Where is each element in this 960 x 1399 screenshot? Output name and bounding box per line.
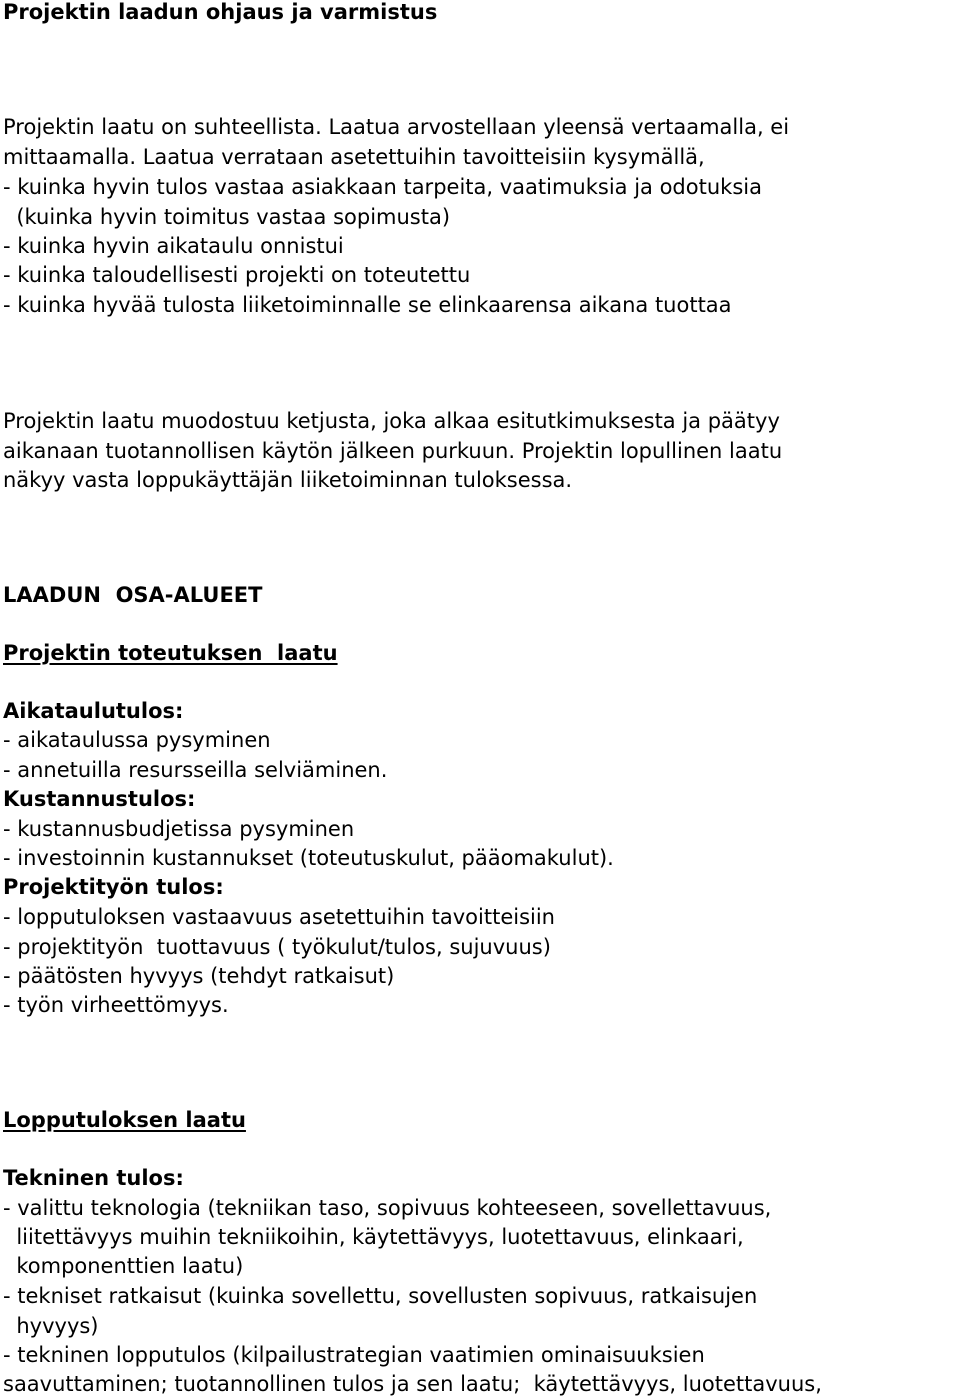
- work-item-1: - lopputuloksen vastaavuus asetettuihin tavoitteisiin: [3, 905, 555, 929]
- intro-line-6: - kuinka taloudellisesti projekti on toteutettu: [3, 263, 471, 287]
- technical-item-4: - tekniset ratkaisut (kuinka sovellettu, sovellusten sopivuus, ratkaisujen: [3, 1284, 758, 1308]
- areas-heading: LAADUN OSA-ALUEET: [3, 583, 263, 607]
- section2-heading: Lopputuloksen laatu: [3, 1108, 246, 1132]
- work-item-2: - projektityön tuottavuus ( työkulut/tulos, sujuvuus): [3, 935, 551, 959]
- technical-item-6: - tekninen lopputulos (kilpailustrategian vaatimien ominaisuuksien: [3, 1343, 705, 1367]
- technical-item-3: komponenttien laatu): [3, 1254, 244, 1278]
- technical-item-2: liitettävyys muihin tekniikoihin, käytettävyys, luotettavuus, elinkaari,: [3, 1225, 744, 1249]
- work-label: Projektityön tulos:: [3, 875, 224, 899]
- intro-line-2: mittaamalla. Laatua verrataan asetettuihin tavoitteisiin kysymällä,: [3, 145, 705, 169]
- document-title: Projektin laadun ohjaus ja varmistus: [3, 0, 438, 24]
- technical-item-5: hyvyys): [3, 1314, 99, 1338]
- intro-line-7: - kuinka hyvää tulosta liiketoiminnalle se elinkaarensa aikana tuottaa: [3, 293, 732, 317]
- schedule-item-2: - annetuilla resursseilla selviäminen.: [3, 758, 388, 782]
- intro-line-1: Projektin laatu on suhteellista. Laatua arvostellaan yleensä vertaamalla, ei: [3, 115, 790, 139]
- technical-item-1: - valittu teknologia (tekniikan taso, sopivuus kohteeseen, sovellettavuus,: [3, 1196, 772, 1220]
- cost-item-2: - investoinnin kustannukset (toteutuskulut, pääomakulut).: [3, 846, 614, 870]
- schedule-label: Aikataulutulos:: [3, 699, 184, 723]
- intro-line-4: (kuinka hyvin toimitus vastaa sopimusta): [3, 205, 451, 229]
- intro-line-5: - kuinka hyvin aikataulu onnistui: [3, 234, 344, 258]
- section1-heading: Projektin toteutuksen laatu: [3, 641, 338, 665]
- chain-line-3: näkyy vasta loppukäyttäjän liiketoiminnan tuloksessa.: [3, 468, 573, 492]
- cost-label: Kustannustulos:: [3, 787, 196, 811]
- technical-item-7: saavuttaminen; tuotannollinen tulos ja sen laatu; käytettävyys, luotettavuus,: [3, 1372, 822, 1396]
- chain-line-1: Projektin laatu muodostuu ketjusta, joka alkaa esitutkimuksesta ja päätyy: [3, 409, 780, 433]
- intro-line-3: - kuinka hyvin tulos vastaa asiakkaan tarpeita, vaatimuksia ja odotuksia: [3, 175, 762, 199]
- schedule-item-1: - aikataulussa pysyminen: [3, 728, 271, 752]
- chain-line-2: aikanaan tuotannollisen käytön jälkeen purkuun. Projektin lopullinen laatu: [3, 439, 783, 463]
- work-item-4: - työn virheettömyys.: [3, 993, 229, 1017]
- work-item-3: - päätösten hyvyys (tehdyt ratkaisut): [3, 964, 395, 988]
- technical-label: Tekninen tulos:: [3, 1166, 184, 1190]
- cost-item-1: - kustannusbudjetissa pysyminen: [3, 817, 355, 841]
